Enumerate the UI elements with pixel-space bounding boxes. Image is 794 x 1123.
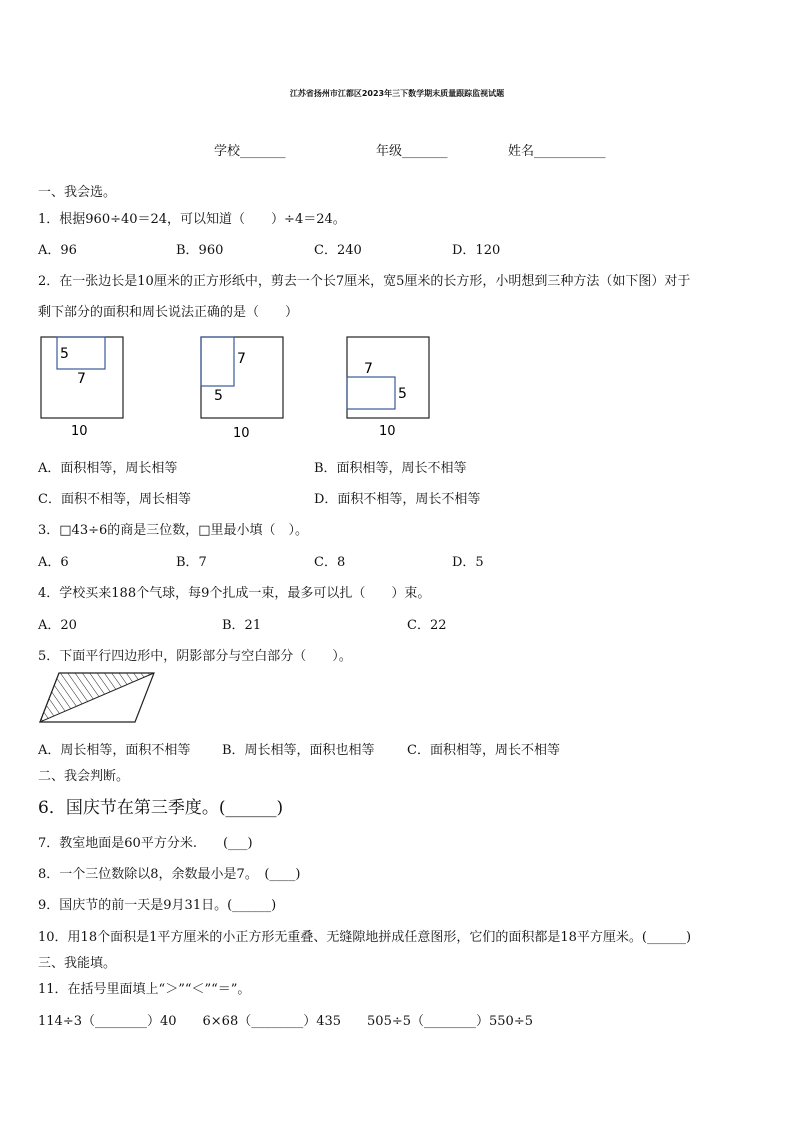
- section-heading-fill: 三、我能填。: [38, 956, 117, 971]
- fig3-length-label: 7: [364, 361, 373, 377]
- grade-field: 年级_______: [376, 144, 448, 159]
- fig1-width-label: 5: [60, 346, 69, 362]
- q4-option-c: C．22: [407, 618, 447, 633]
- q1-option-b: B．960: [176, 243, 224, 258]
- question-7: 7．教室地面是60平方分米. (___): [38, 836, 253, 851]
- question-2-line-2: 剩下部分的面积和周长说法正确的是（ ）: [38, 305, 299, 320]
- fig3-width-label: 5: [398, 386, 407, 402]
- q2-option-a: A．面积相等，周长相等: [38, 461, 178, 476]
- question-11-comparisons: 114÷3（________）40 6×68（________）435 505÷5（________）550÷5: [38, 1014, 533, 1029]
- q1-option-a: A．96: [38, 243, 77, 258]
- question-4: 4．学校买来188个气球，每9个扎成一束，最多可以扎（ ）束。: [38, 586, 431, 601]
- q5-parallelogram-figure: [36, 670, 158, 726]
- q1-option-c: C．240: [314, 243, 362, 258]
- q2-figure-2: [196, 334, 292, 444]
- q4-option-b: B．21: [222, 618, 262, 633]
- question-6: 6．国庆节在第三季度。(______): [38, 798, 284, 818]
- q3-option-a: A．6: [38, 555, 69, 570]
- fig3-side-label: 10: [379, 424, 396, 439]
- q2-figure-1: [36, 334, 132, 444]
- q2-option-d: D．面积不相等，周长不相等: [314, 492, 481, 507]
- question-8: 8．一个三位数除以8，余数最小是7。 (____): [38, 867, 301, 882]
- q5-option-b: B．周长相等，面积也相等: [222, 743, 375, 758]
- fig1-length-label: 7: [77, 371, 86, 387]
- q5-option-a: A．周长相等，面积不相等: [38, 743, 191, 758]
- question-3: 3．□43÷6的商是三位数，□里最小填（ ）。: [38, 523, 309, 538]
- question-5: 5．下面平行四边形中，阴影部分与空白部分（ ）。: [38, 649, 352, 664]
- square-outline: [201, 337, 283, 418]
- fig2-length-label: 7: [237, 351, 246, 367]
- page-title: 江苏省扬州市江都区2023年三下数学期末质量跟踪监视试题: [289, 89, 505, 98]
- question-10: 10．用18个面积是1平方厘米的小正方形无重叠、无缝隙地拼成任意图形，它们的面积都是18平方厘米。(______): [38, 930, 692, 945]
- q2-option-b: B．面积相等，周长不相等: [314, 461, 467, 476]
- school-field: 学校_______: [214, 144, 286, 159]
- q3-option-c: C．8: [314, 555, 346, 570]
- q2-option-c: C．面积不相等，周长相等: [38, 492, 191, 507]
- question-2-line-1: 2．在一张边长是10厘米的正方形纸中，剪去一个长7厘米，宽5厘米的长方形，小明想到三种方法（如下图）对于: [38, 274, 691, 289]
- question-11: 11．在括号里面填上“＞”“＜”“＝”。: [38, 982, 251, 997]
- fig2-width-label: 5: [214, 388, 223, 404]
- shaded-triangle: [40, 673, 154, 722]
- q3-option-b: B．7: [176, 555, 207, 570]
- q3-option-d: D．5: [452, 555, 484, 570]
- question-9: 9．国庆节的前一天是9月31日。(______): [38, 898, 277, 913]
- fig1-side-label: 10: [71, 424, 88, 439]
- q1-option-d: D．120: [452, 243, 501, 258]
- fig2-side-label: 10: [233, 426, 250, 441]
- q2-figure-3: [342, 334, 438, 444]
- name-field: 姓名___________: [508, 144, 606, 159]
- q5-option-c: C．面积相等，周长不相等: [407, 743, 560, 758]
- q4-option-a: A．20: [38, 618, 77, 633]
- section-heading-judge: 二、我会判断。: [38, 769, 130, 784]
- question-1: 1．根据960÷40＝24，可以知道（ ）÷4＝24。: [38, 212, 346, 227]
- section-heading-choice: 一、我会选。: [38, 185, 117, 200]
